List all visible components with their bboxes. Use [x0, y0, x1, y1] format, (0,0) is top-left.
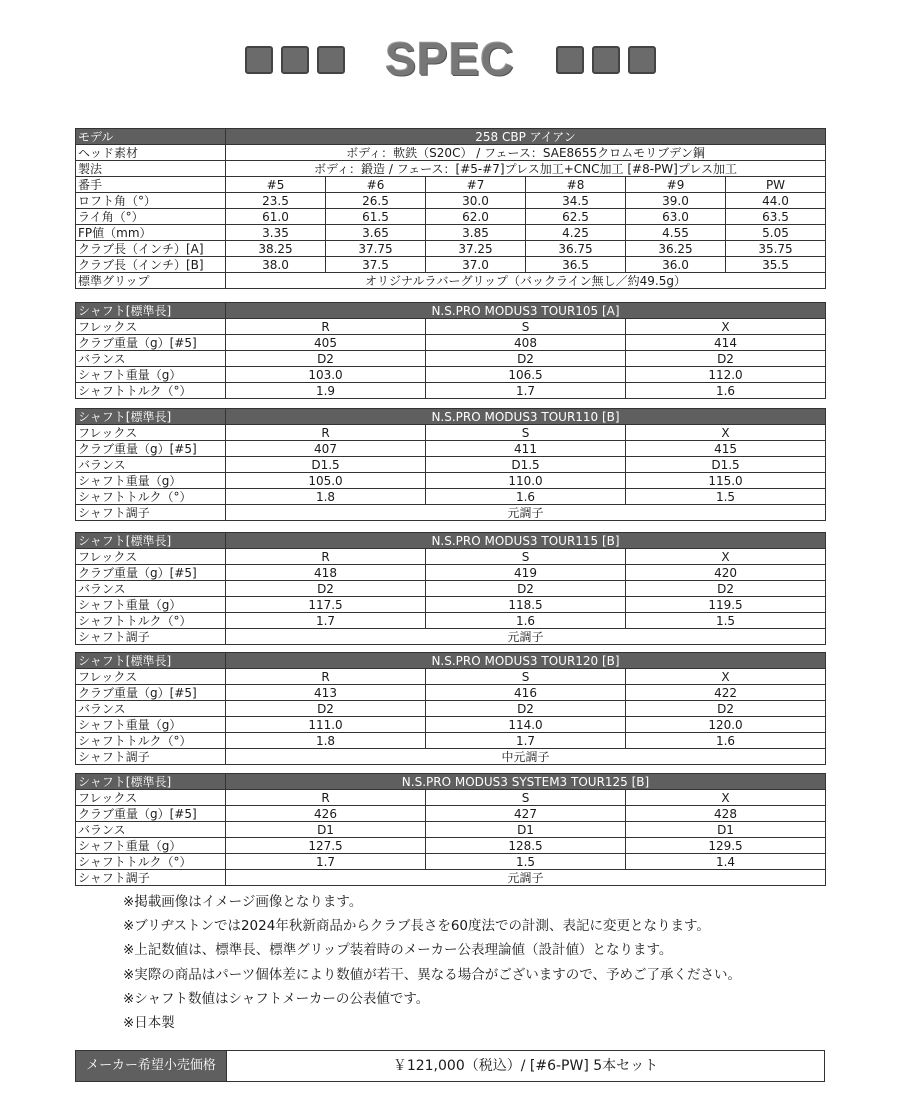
balance-row — [76, 822, 826, 838]
spec-value: 36.25 — [626, 241, 726, 257]
shaft-header-row — [76, 774, 826, 790]
club-weight-row-label: クラブ重量（g）[#5] — [76, 335, 226, 351]
kick-row-value: 元調子 — [226, 505, 826, 521]
title-row — [0, 30, 900, 90]
shaft-header-row — [76, 653, 826, 669]
torque-row-value: 1.6 — [626, 733, 826, 749]
torque-row-value: 1.6 — [626, 383, 826, 399]
torque-row — [76, 489, 826, 505]
model-value: 258 CBP アイアン — [226, 129, 826, 145]
shaft-weight-row-value: 111.0 — [226, 717, 426, 733]
kick-row-label: シャフト調子 — [76, 629, 226, 645]
shaft-weight-row — [76, 838, 826, 854]
shaft-weight-row-value: 103.0 — [226, 367, 426, 383]
flex-row-value: S — [426, 790, 626, 806]
grip-row — [76, 273, 826, 289]
shaft-weight-row-label: シャフト重量（g） — [76, 473, 226, 489]
title-square-decoration — [628, 46, 656, 74]
spec-value: 36.75 — [526, 241, 626, 257]
grip-value: オリジナルラバーグリップ（バックライン無し／約49.5g） — [226, 273, 826, 289]
shaft-weight-row-label: シャフト重量（g） — [76, 717, 226, 733]
shaft-header-row — [76, 409, 826, 425]
note-item: ※ブリヂストンでは2024年秋新商品からクラブ長さを60度法での計測、表記に変更となります。 — [123, 918, 710, 935]
note-item: ※上記数値は、標準長、標準グリップ装着時のメーカー公表理論値（設計値）となります。 — [123, 942, 673, 959]
spec-value: 37.25 — [426, 241, 526, 257]
spec-row — [76, 241, 826, 257]
spec-row-label: ライ角（°） — [76, 209, 226, 225]
title-square-decoration — [281, 46, 309, 74]
torque-row-value: 1.6 — [426, 613, 626, 629]
shaft-weight-row-value: 127.5 — [226, 838, 426, 854]
flex-row-value: S — [426, 425, 626, 441]
shaft-weight-row-value: 128.5 — [426, 838, 626, 854]
spec-value: 36.5 — [526, 257, 626, 273]
spec-value: 37.75 — [326, 241, 426, 257]
kick-row-label: シャフト調子 — [76, 870, 226, 886]
spec-row-label: クラブ長（インチ）[B] — [76, 257, 226, 273]
spec-value: 26.5 — [326, 193, 426, 209]
torque-row-value: 1.7 — [226, 613, 426, 629]
spec-value: 62.0 — [426, 209, 526, 225]
shaft-weight-row-value: 129.5 — [626, 838, 826, 854]
balance-row-value: D1.5 — [626, 457, 826, 473]
club-weight-row-value: 420 — [626, 565, 826, 581]
club-weight-row — [76, 335, 826, 351]
spec-row-label: FP値（mm） — [76, 225, 226, 241]
torque-row-value: 1.6 — [426, 489, 626, 505]
shaft-table — [75, 773, 826, 886]
title-square-decoration — [245, 46, 273, 74]
balance-row-label: バランス — [76, 822, 226, 838]
spec-value: 5.05 — [726, 225, 826, 241]
method-value: ボディ：鍛造 / フェース：[#5-#7]プレス加工+CNC加工 [#8-PW]プレス加工 — [226, 161, 826, 177]
club-weight-row — [76, 685, 826, 701]
balance-row-label: バランス — [76, 701, 226, 717]
title-square-decoration — [556, 46, 584, 74]
shaft-table — [75, 532, 826, 645]
flex-row-value: R — [226, 319, 426, 335]
club-weight-row-value: 428 — [626, 806, 826, 822]
flex-row-value: R — [226, 669, 426, 685]
shaft-header-row — [76, 533, 826, 549]
shaft-weight-row — [76, 367, 826, 383]
torque-row-value: 1.7 — [426, 383, 626, 399]
spec-value: 30.0 — [426, 193, 526, 209]
torque-row-value: 1.9 — [226, 383, 426, 399]
balance-row-value: D2 — [226, 701, 426, 717]
spec-row — [76, 209, 826, 225]
flex-row-value: X — [626, 319, 826, 335]
title-square-decoration — [592, 46, 620, 74]
flex-row — [76, 669, 826, 685]
spec-value: 35.5 — [726, 257, 826, 273]
kick-row-value: 元調子 — [226, 629, 826, 645]
flex-row-label: フレックス — [76, 425, 226, 441]
shaft-weight-row — [76, 717, 826, 733]
spec-row — [76, 225, 826, 241]
balance-row-value: D2 — [426, 581, 626, 597]
flex-row-value: R — [226, 790, 426, 806]
material-row — [76, 145, 826, 161]
shaft-weight-row-value: 105.0 — [226, 473, 426, 489]
shaft-weight-row-value: 115.0 — [626, 473, 826, 489]
club-weight-row-value: 407 — [226, 441, 426, 457]
torque-row-value: 1.8 — [226, 733, 426, 749]
club-weight-row-label: クラブ重量（g）[#5] — [76, 685, 226, 701]
shaft-weight-row-value: 120.0 — [626, 717, 826, 733]
shaft-header-label: シャフト[標準長] — [76, 774, 226, 790]
shaft-header-label: シャフト[標準長] — [76, 409, 226, 425]
shaft-header-label: シャフト[標準長] — [76, 533, 226, 549]
title-square-decoration — [317, 46, 345, 74]
kick-row-label: シャフト調子 — [76, 505, 226, 521]
flex-row — [76, 425, 826, 441]
torque-row-value: 1.5 — [426, 854, 626, 870]
spec-value: 23.5 — [226, 193, 326, 209]
flex-row-value: X — [626, 425, 826, 441]
club-weight-row-value: 414 — [626, 335, 826, 351]
flex-row-label: フレックス — [76, 669, 226, 685]
model-row — [76, 129, 826, 145]
club-weight-row-label: クラブ重量（g）[#5] — [76, 441, 226, 457]
note-item: ※シャフト数値はシャフトメーカーの公表値です。 — [123, 990, 430, 1007]
flex-row — [76, 319, 826, 335]
kick-row-value: 元調子 — [226, 870, 826, 886]
flex-row-value: X — [626, 669, 826, 685]
shaft-table — [75, 408, 826, 521]
spec-value: 61.0 — [226, 209, 326, 225]
flex-row-value: X — [626, 790, 826, 806]
material-label: ヘッド素材 — [76, 145, 226, 161]
club-weight-row-value: 427 — [426, 806, 626, 822]
number-row — [76, 177, 826, 193]
balance-row — [76, 351, 826, 367]
club-number: PW — [726, 177, 826, 193]
torque-row-label: シャフトトルク（°） — [76, 733, 226, 749]
spec-value: 37.0 — [426, 257, 526, 273]
club-weight-row-value: 405 — [226, 335, 426, 351]
club-weight-row-value: 413 — [226, 685, 426, 701]
price-label: メーカー希望小売価格 — [76, 1051, 227, 1081]
flex-row-value: S — [426, 549, 626, 565]
note-item: ※実際の商品はパーツ個体差により数値が若干、異なる場合がございますので、予めご了承ください。 — [123, 966, 742, 983]
spec-value: 62.5 — [526, 209, 626, 225]
club-weight-row-value: 408 — [426, 335, 626, 351]
flex-row-value: R — [226, 425, 426, 441]
spec-row-label: クラブ長（インチ）[A] — [76, 241, 226, 257]
balance-row-value: D2 — [426, 701, 626, 717]
torque-row-value: 1.5 — [626, 613, 826, 629]
kick-row-label: シャフト調子 — [76, 749, 226, 765]
shaft-name: N.S.PRO MODUS3 TOUR105 [A] — [226, 303, 826, 319]
spec-value: 3.85 — [426, 225, 526, 241]
torque-row-value: 1.7 — [226, 854, 426, 870]
balance-row-value: D1.5 — [426, 457, 626, 473]
club-number: #6 — [326, 177, 426, 193]
flex-row — [76, 549, 826, 565]
grip-label: 標準グリップ — [76, 273, 226, 289]
spec-row-label: ロフト角（°） — [76, 193, 226, 209]
balance-row-value: D2 — [626, 351, 826, 367]
torque-row-label: シャフトトルク（°） — [76, 489, 226, 505]
balance-row-value: D2 — [226, 581, 426, 597]
club-weight-row-value: 416 — [426, 685, 626, 701]
kick-row — [76, 505, 826, 521]
shaft-weight-row-value: 119.5 — [626, 597, 826, 613]
flex-row-value: R — [226, 549, 426, 565]
spec-value: 36.0 — [626, 257, 726, 273]
spec-value: 4.25 — [526, 225, 626, 241]
shaft-name: N.S.PRO MODUS3 TOUR110 [B] — [226, 409, 826, 425]
club-weight-row-value: 411 — [426, 441, 626, 457]
kick-row — [76, 629, 826, 645]
shaft-name: N.S.PRO MODUS3 SYSTEM3 TOUR125 [B] — [226, 774, 826, 790]
club-weight-row-value: 418 — [226, 565, 426, 581]
flex-row-label: フレックス — [76, 319, 226, 335]
page-title: SPEC — [385, 33, 515, 85]
flex-row — [76, 790, 826, 806]
balance-row — [76, 701, 826, 717]
shaft-weight-row-value: 110.0 — [426, 473, 626, 489]
club-weight-row — [76, 806, 826, 822]
torque-row — [76, 383, 826, 399]
shaft-weight-row — [76, 473, 826, 489]
balance-row-value: D1 — [626, 822, 826, 838]
spec-value: 3.35 — [226, 225, 326, 241]
shaft-table — [75, 302, 826, 399]
shaft-weight-row-label: シャフト重量（g） — [76, 597, 226, 613]
shaft-weight-row — [76, 597, 826, 613]
torque-row — [76, 613, 826, 629]
shaft-header-label: シャフト[標準長] — [76, 653, 226, 669]
spec-value: 44.0 — [726, 193, 826, 209]
balance-row — [76, 457, 826, 473]
spec-row — [76, 193, 826, 209]
club-weight-row-value: 422 — [626, 685, 826, 701]
balance-row-value: D1.5 — [226, 457, 426, 473]
shaft-header-row — [76, 303, 826, 319]
shaft-weight-row-label: シャフト重量（g） — [76, 838, 226, 854]
head-spec-table — [75, 128, 826, 289]
kick-row — [76, 749, 826, 765]
club-number: #8 — [526, 177, 626, 193]
method-row — [76, 161, 826, 177]
spec-value: 3.65 — [326, 225, 426, 241]
shaft-weight-row-value: 112.0 — [626, 367, 826, 383]
torque-row — [76, 733, 826, 749]
shaft-weight-row-label: シャフト重量（g） — [76, 367, 226, 383]
club-weight-row — [76, 565, 826, 581]
spec-row — [76, 257, 826, 273]
club-weight-row-value: 415 — [626, 441, 826, 457]
note-item: ※掲載画像はイメージ画像となります。 — [123, 894, 363, 910]
flex-row-value: S — [426, 669, 626, 685]
note-item: ※日本製 — [123, 1015, 175, 1032]
club-number: #7 — [426, 177, 526, 193]
spec-value: 63.0 — [626, 209, 726, 225]
spec-value: 61.5 — [326, 209, 426, 225]
club-number: #5 — [226, 177, 326, 193]
spec-value: 38.0 — [226, 257, 326, 273]
method-label: 製法 — [76, 161, 226, 177]
material-value: ボディ：軟鉄（S20C） / フェース：SAE8655クロムモリブデン鋼 — [226, 145, 826, 161]
torque-row-label: シャフトトルク（°） — [76, 383, 226, 399]
balance-row-value: D1 — [426, 822, 626, 838]
notes-list — [123, 890, 843, 1035]
flex-row-value: S — [426, 319, 626, 335]
torque-row — [76, 854, 826, 870]
price-box — [75, 1050, 825, 1082]
balance-row-value: D1 — [226, 822, 426, 838]
shaft-weight-row-value: 118.5 — [426, 597, 626, 613]
club-weight-row — [76, 441, 826, 457]
flex-row-label: フレックス — [76, 790, 226, 806]
shaft-weight-row-value: 114.0 — [426, 717, 626, 733]
club-weight-row-value: 419 — [426, 565, 626, 581]
balance-row-label: バランス — [76, 457, 226, 473]
club-number: #9 — [626, 177, 726, 193]
shaft-weight-row-value: 117.5 — [226, 597, 426, 613]
club-weight-row-label: クラブ重量（g）[#5] — [76, 565, 226, 581]
spec-value: 38.25 — [226, 241, 326, 257]
spec-value: 34.5 — [526, 193, 626, 209]
torque-row-label: シャフトトルク（°） — [76, 854, 226, 870]
number-label: 番手 — [76, 177, 226, 193]
torque-row-value: 1.4 — [626, 854, 826, 870]
shaft-table — [75, 652, 826, 765]
spec-value: 4.55 — [626, 225, 726, 241]
balance-row-value: D2 — [426, 351, 626, 367]
torque-row-value: 1.5 — [626, 489, 826, 505]
kick-row — [76, 870, 826, 886]
model-label: モデル — [76, 129, 226, 145]
shaft-weight-row-value: 106.5 — [426, 367, 626, 383]
price-value: ￥121,000（税込）/ [#6-PW] 5本セット — [392, 1058, 659, 1074]
spec-value: 63.5 — [726, 209, 826, 225]
spec-value: 35.75 — [726, 241, 826, 257]
torque-row-label: シャフトトルク（°） — [76, 613, 226, 629]
kick-row-value: 中元調子 — [226, 749, 826, 765]
shaft-name: N.S.PRO MODUS3 TOUR115 [B] — [226, 533, 826, 549]
balance-row-value: D2 — [626, 581, 826, 597]
shaft-header-label: シャフト[標準長] — [76, 303, 226, 319]
torque-row-value: 1.8 — [226, 489, 426, 505]
club-weight-row-label: クラブ重量（g）[#5] — [76, 806, 226, 822]
flex-row-label: フレックス — [76, 549, 226, 565]
spec-value: 37.5 — [326, 257, 426, 273]
club-weight-row-value: 426 — [226, 806, 426, 822]
balance-row-label: バランス — [76, 581, 226, 597]
balance-row-value: D2 — [226, 351, 426, 367]
balance-row-value: D2 — [626, 701, 826, 717]
balance-row-label: バランス — [76, 351, 226, 367]
shaft-name: N.S.PRO MODUS3 TOUR120 [B] — [226, 653, 826, 669]
torque-row-value: 1.7 — [426, 733, 626, 749]
balance-row — [76, 581, 826, 597]
spec-value: 39.0 — [626, 193, 726, 209]
flex-row-value: X — [626, 549, 826, 565]
